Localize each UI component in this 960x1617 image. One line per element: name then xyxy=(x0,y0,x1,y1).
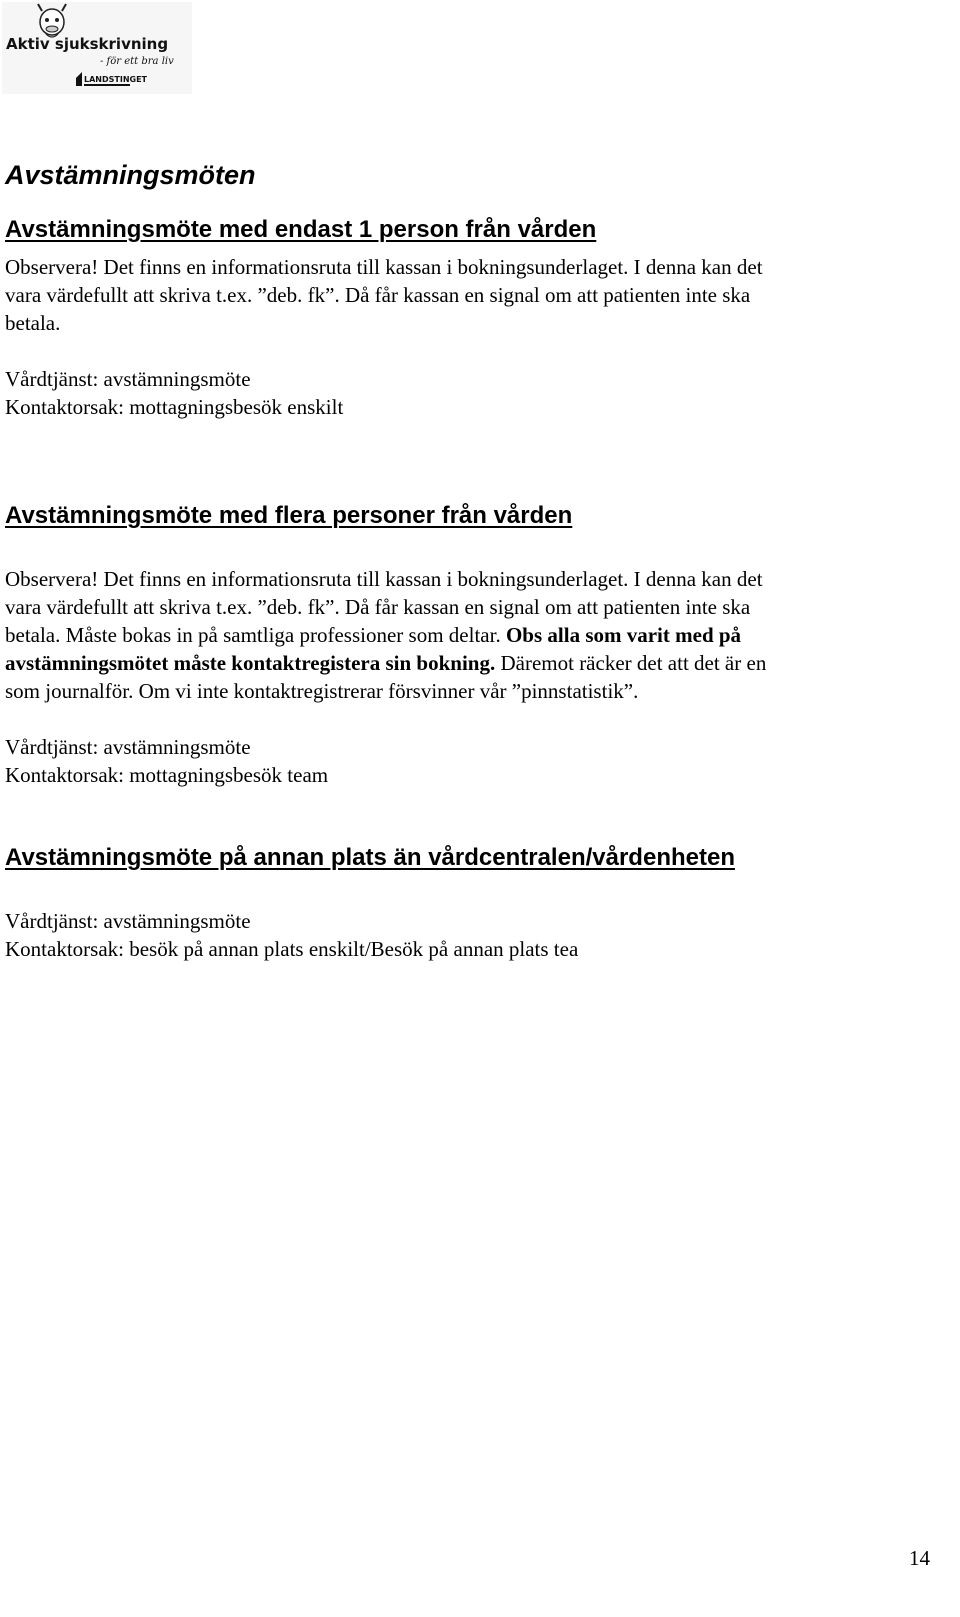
kontaktorsak-text: Kontaktorsak: mottagningsbesök team xyxy=(5,763,329,787)
kontaktorsak-text: Kontaktorsak: besök på annan plats enskilt/Besök på annan plats tea xyxy=(5,937,579,961)
landstinget-emblem xyxy=(76,72,148,86)
section-1-codes xyxy=(5,365,940,421)
logo xyxy=(2,2,192,94)
note-line: betala. xyxy=(5,311,61,335)
section-3-codes xyxy=(5,907,940,963)
section-2-note xyxy=(5,565,940,705)
section-heading-1: Avstämningsmöte med endast 1 person från vården xyxy=(5,216,597,243)
note-plain: betala. Måste bokas in på samtliga professioner som deltar. xyxy=(5,623,506,647)
note-line xyxy=(5,621,940,649)
svg-text:Aktiv sjukskrivning: Aktiv sjukskrivning xyxy=(6,35,169,53)
page-number: 14 xyxy=(909,1546,930,1570)
svg-text:- för ett bra liv: - för ett bra liv xyxy=(100,56,174,67)
note-line: vara värdefullt att skriva t.ex. ”deb. fk”. Då får kassan en signal om att patienten inte ska xyxy=(5,283,751,307)
section-2-codes xyxy=(5,733,940,789)
note-bold: Obs alla som varit med på xyxy=(505,623,742,647)
vardtjanst-text: Vårdtjänst: avstämningsmöte xyxy=(5,367,251,391)
note-line xyxy=(5,649,940,677)
note-bold: avstämningsmötet måste kontaktregistera sin bokning. xyxy=(5,651,496,675)
note-line: som journalför. Om vi inte kontaktregistrerar försvinner vår ”pinnstatistik”. xyxy=(5,679,639,703)
note-line: Observera! Det finns en informationsruta till kassan i bokningsunderlaget. I denna kan det xyxy=(5,255,763,279)
section-heading-3: Avstämningsmöte på annan plats än vårdcentralen/vårdenheten xyxy=(5,844,735,871)
note-line: vara värdefullt att skriva t.ex. ”deb. fk”. Då får kassan en signal om att patienten inte ska xyxy=(5,595,751,619)
page-title: Avstämningsmöten xyxy=(5,160,256,190)
svg-text:LANDSTINGET: LANDSTINGET xyxy=(84,75,148,84)
vardtjanst-text: Vårdtjänst: avstämningsmöte xyxy=(5,909,251,933)
vardtjanst-text: Vårdtjänst: avstämningsmöte xyxy=(5,735,251,759)
section-heading-2: Avstämningsmöte med flera personer från vården xyxy=(5,502,573,529)
kontaktorsak-text: Kontaktorsak: mottagningsbesök enskilt xyxy=(5,395,344,419)
note-plain: Däremot räcker det att det är en xyxy=(495,651,767,675)
note-line: Observera! Det finns en informationsruta till kassan i bokningsunderlaget. I denna kan det xyxy=(5,567,763,591)
aktiv-sjukskrivning-logo-graphic xyxy=(2,2,192,94)
section-1-note xyxy=(5,253,940,337)
